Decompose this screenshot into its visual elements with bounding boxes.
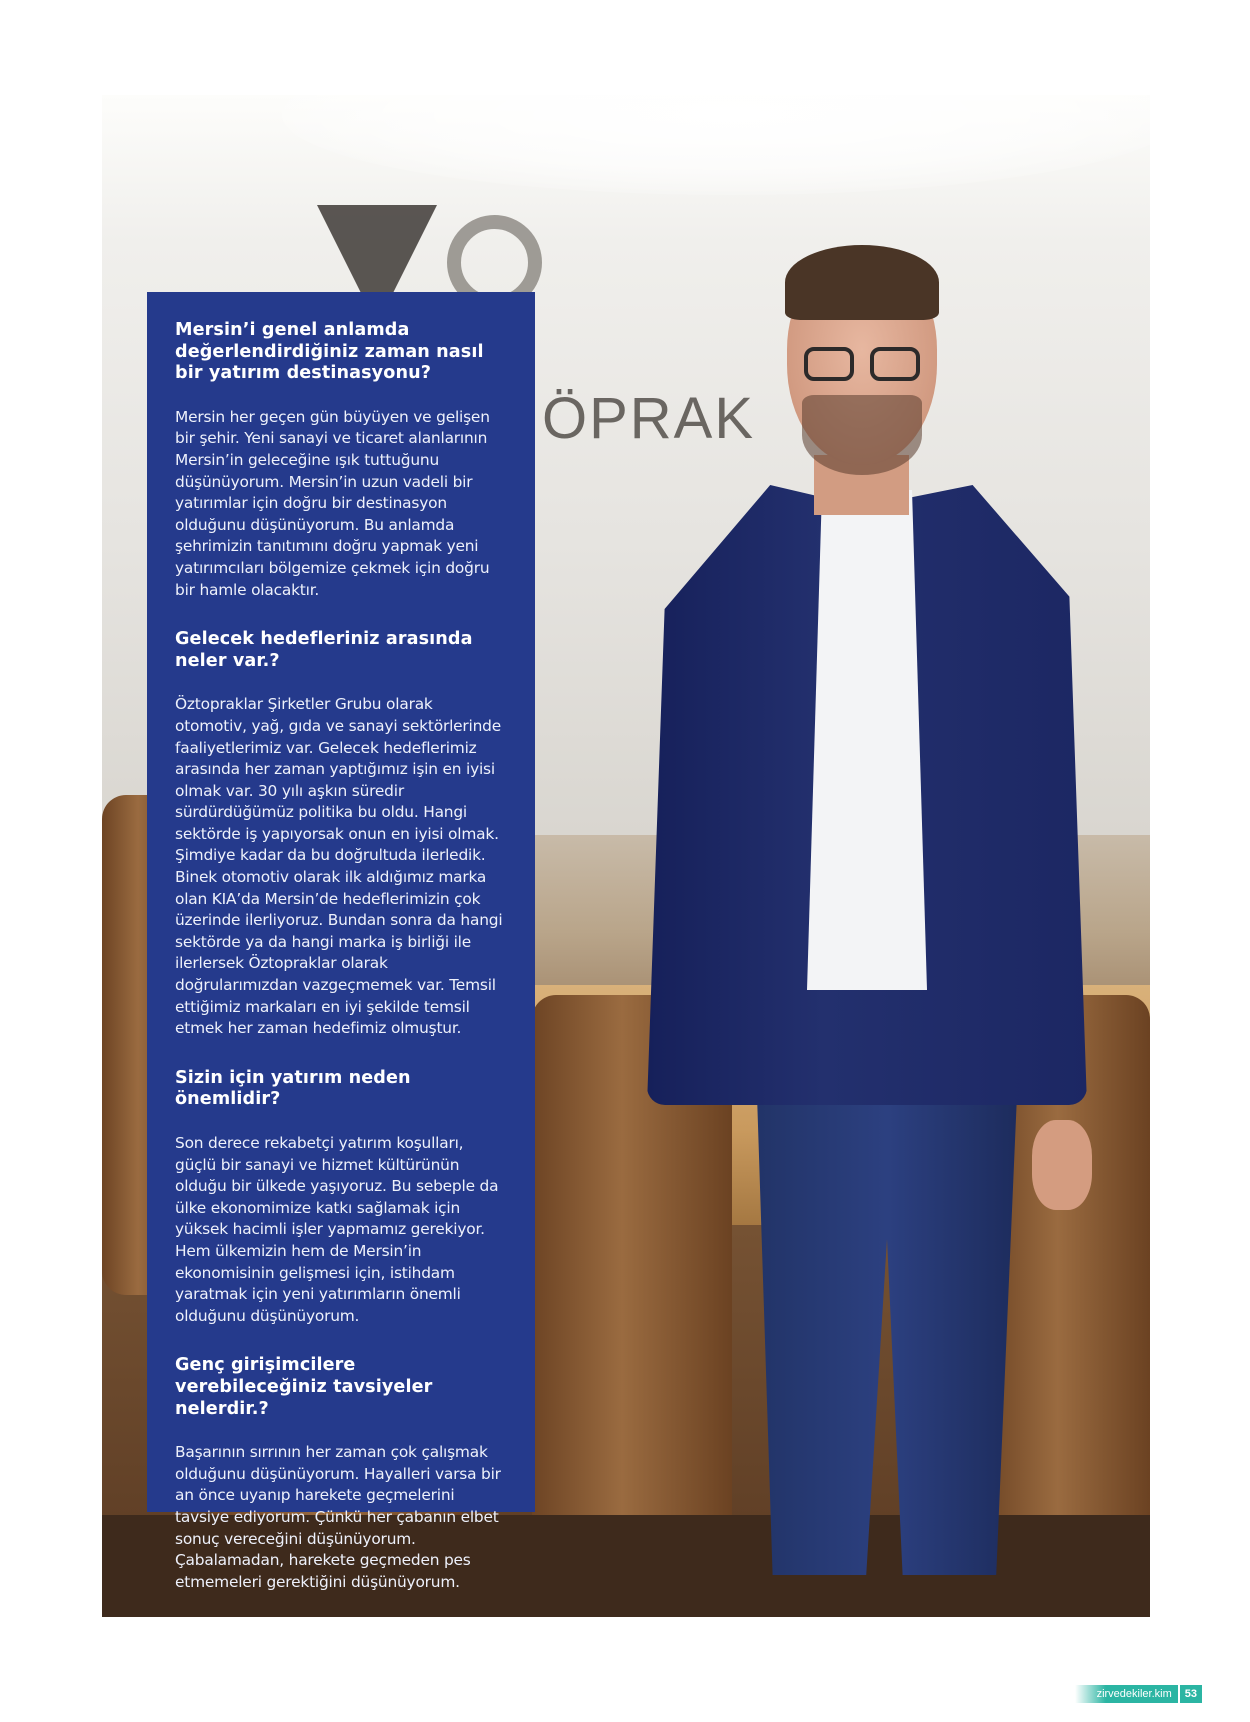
question-heading: Sizin için yatırım neden önemlidir? bbox=[175, 1067, 411, 1110]
answer-text: Başarının sırrının her zaman çok çalışmak olduğunu düşünüyorum. Hayalleri varsa bir an önce uyanıp harekete geçmelerini tavsiye ediyorum. Çünkü her çabanın elbet sonuç vereceğini düşünüyorum. Çabalamadan, harekete geçmeden pes etmemeleri gerektiğini düşünüyorum. bbox=[175, 1443, 501, 1591]
qa-section bbox=[175, 629, 509, 1040]
person-hand bbox=[1032, 1120, 1092, 1210]
qa-section bbox=[175, 320, 509, 601]
person-hair bbox=[785, 245, 939, 320]
page-footer bbox=[1075, 1685, 1202, 1703]
person-trousers bbox=[757, 1095, 1017, 1575]
question-heading: Gelecek hedefleriniz arasında neler var.? bbox=[175, 629, 473, 671]
answer-text: Mersin her geçen gün büyüyen ve gelişen bir şehir. Yeni sanayi ve ticaret alanlarının Mersin’in geleceğine ışık tuttuğunu düşünüyorum. Mersin’in uzun vadeli bir yatırımlar için doğru bir destinasyon olduğunu düşünüyorum. Bu anlamda şehrimizin tanıtımını doğru yapmak yeni yatırımcıları bölgemize çekmek için doğru bir hamle olacaktır. bbox=[175, 407, 490, 599]
wall-logo-text: ÖPRAK bbox=[542, 386, 756, 451]
interview-panel bbox=[147, 292, 535, 1591]
answer-text: Son derece rekabetçi yatırım koşulları, güçlü bir sanayi ve hizmet kültürünün olduğu bir ülkede yaşıyoruz. Bu sebeple da ülke ekonomimize katkı sağlamak için yüksek hacimli işler yapmamız gerekiyor. Hem ülkemizin hem de Mersin’in ekonomisinin gelişmesi için, istihdam yaratmak için yeni yatırımların önemli olduğunu düşünüyorum. bbox=[175, 1134, 499, 1325]
question-heading: Mersin’i genel anlamda değerlendirdiğiniz zaman nasıl bir yatırım destinasyonu? bbox=[175, 320, 484, 384]
answer-text: Öztopraklar Şirketler Grubu olarak otomotiv, yağ, gıda ve sanayi sektörlerinde faaliyetlerimiz var. Gelecek hedeflerimiz arasında her zaman yaptığımız işin en iyisi olmak var. 30 yılı aşkın süredir sürdürdüğümüz politika bu oldu. Hangi sektörde iş yapıyorsak onun en iyisi olmak. Şimdiye kadar da bu doğrultuda ilerledik. Binek otomotiv olarak ilk aldığımız marka olan KIA’da Mersin’de hedeflerimizin çok üzerinde ilerliyoruz. Bundan sonra da hangi sektörde ya da hangi marka iş birliği ile ilerlersek Öztopraklar olarak doğrularımızdan vazgeçmemek var. Temsil ettiğimiz markaları en iyi şekilde temsil etmek her zaman hedefimiz olmuştur. bbox=[175, 695, 503, 1038]
glasses-icon bbox=[804, 347, 922, 383]
qa-section bbox=[175, 1068, 509, 1328]
qa-section bbox=[175, 1355, 509, 1593]
page-number: 53 bbox=[1180, 1685, 1202, 1703]
footer-site-link[interactable]: zirvedekiler.kim bbox=[1075, 1685, 1178, 1703]
question-heading: Genç girişimcilere verebileceğiniz tavsiyeler nelerdir.? bbox=[175, 1355, 433, 1419]
person-beard bbox=[802, 395, 922, 475]
